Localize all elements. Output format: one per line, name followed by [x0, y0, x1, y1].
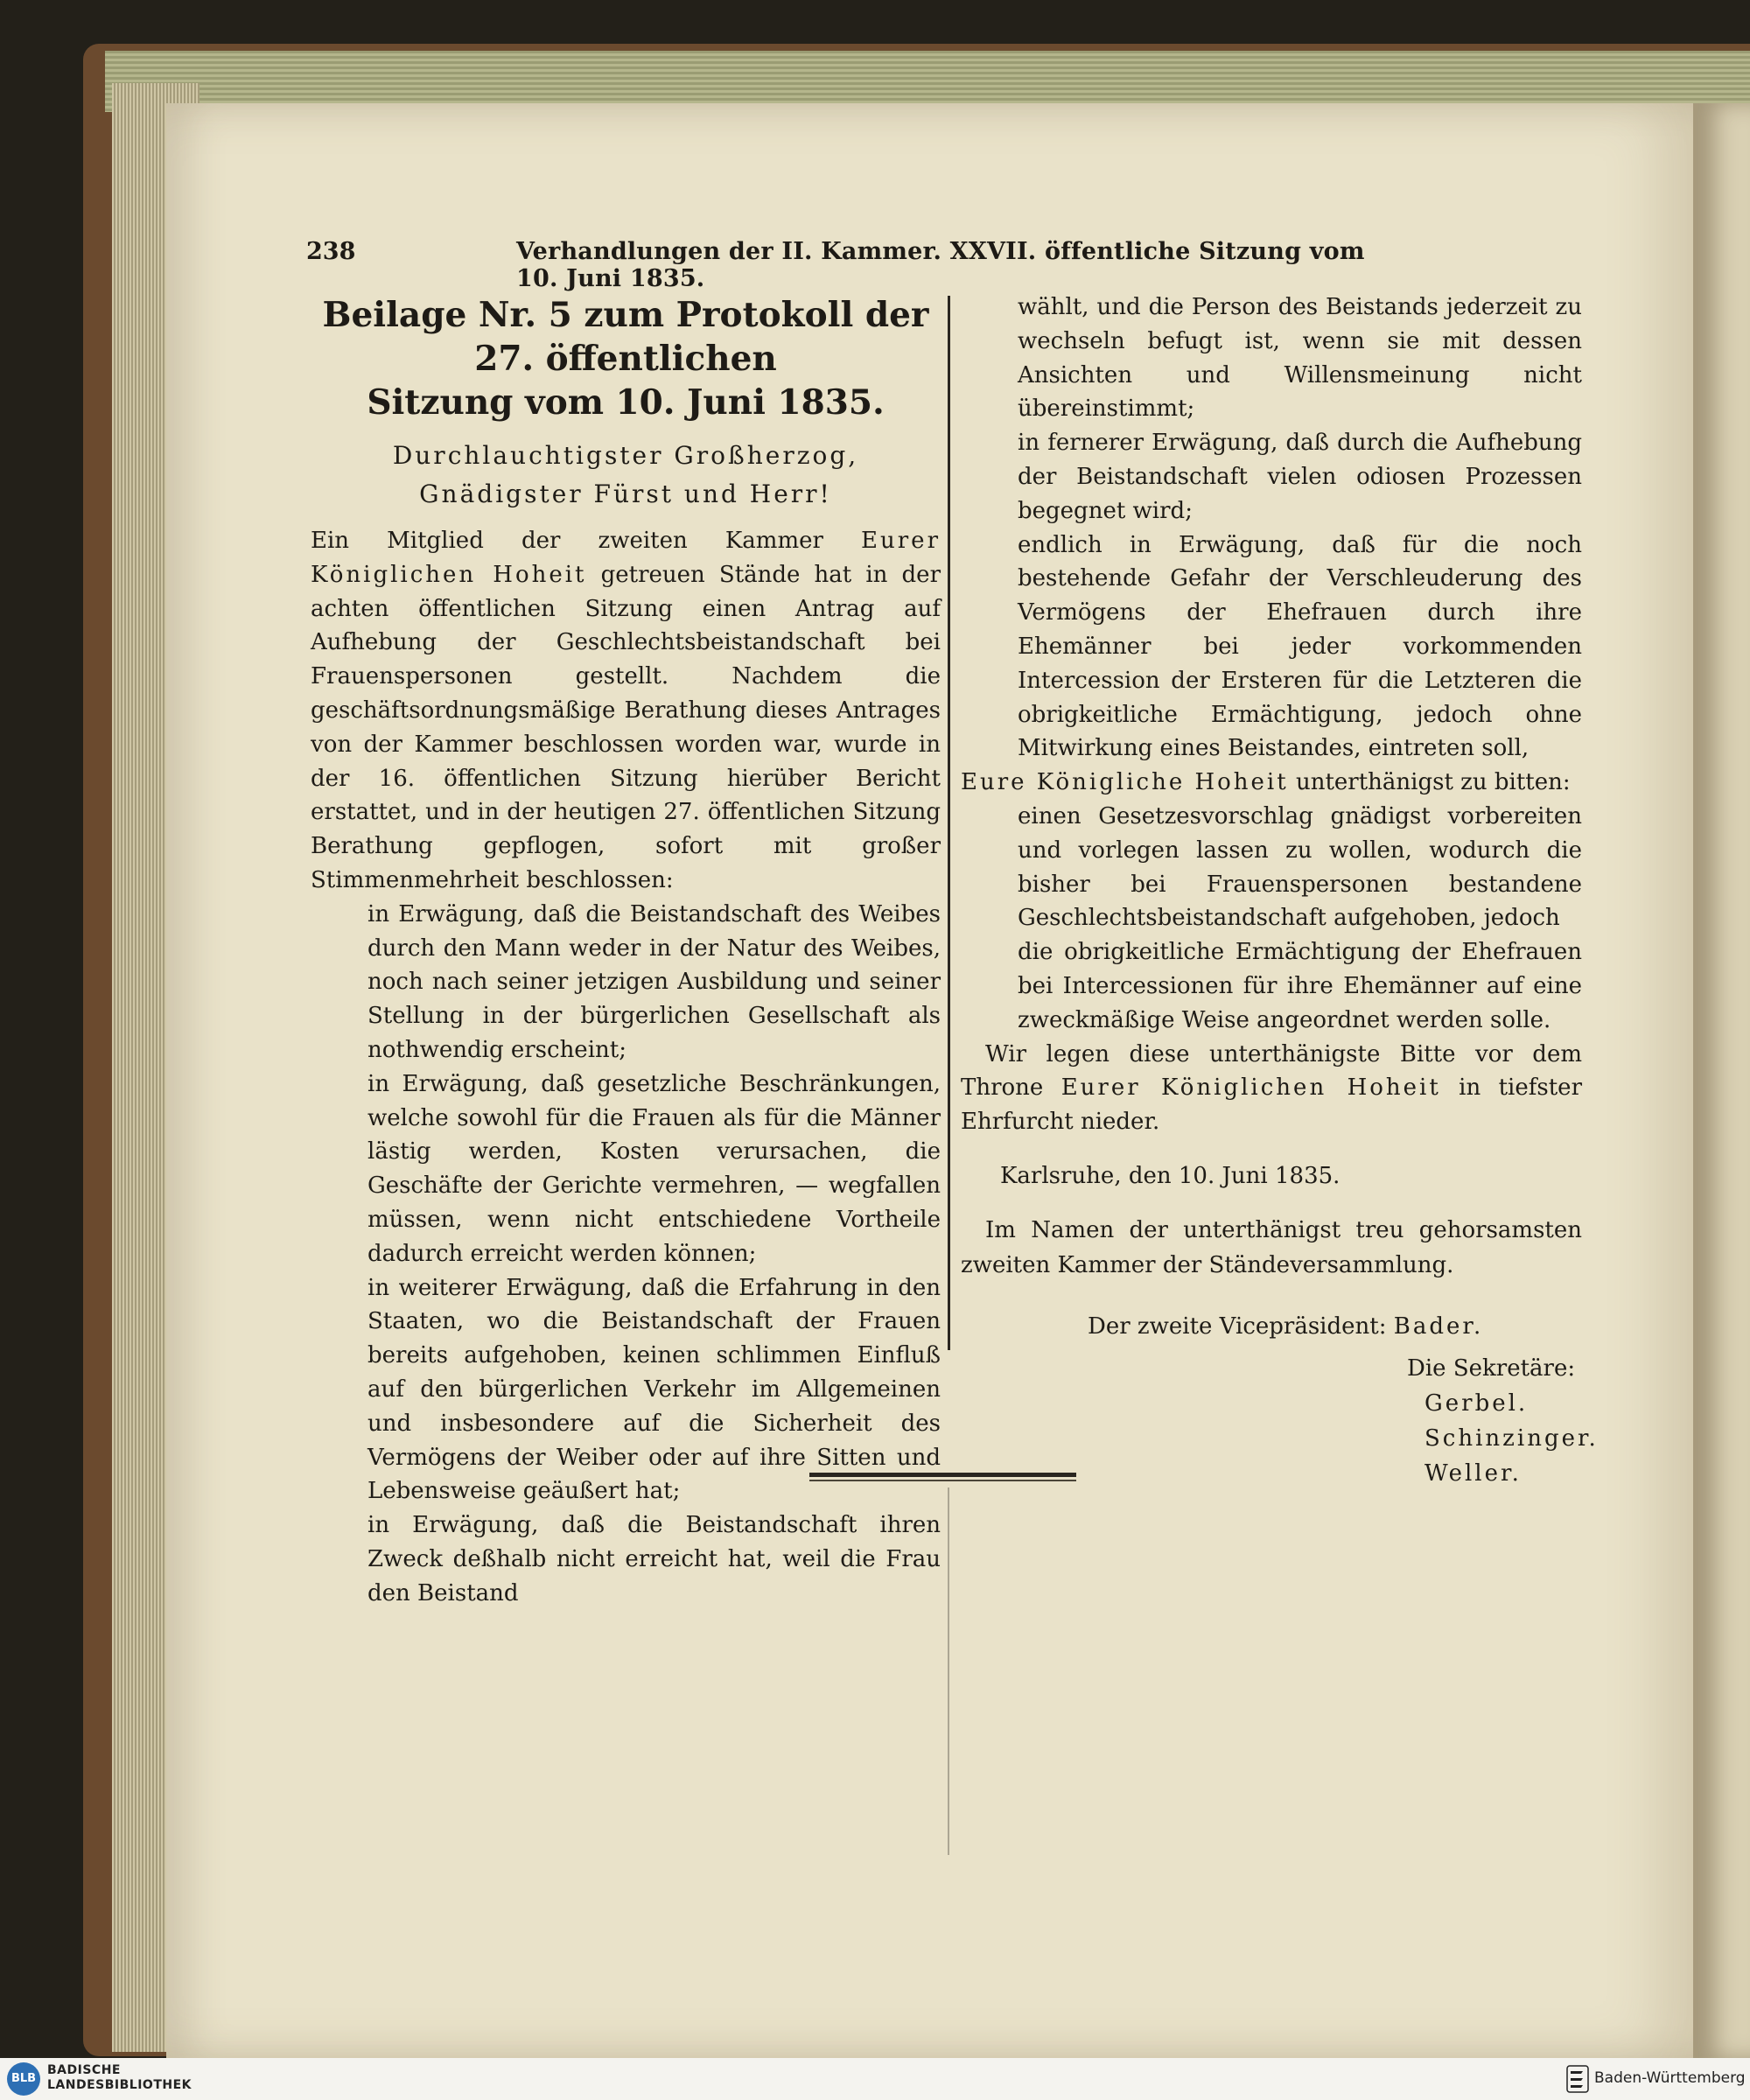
clause-continuation: wählt, und die Person des Beistands jederzeit zu wechseln befugt ist, wenn sie mit dessen Ansichten und Willensmeinung nicht übereinstimmt;	[1018, 294, 1582, 423]
plea-text: Wir legen diese unterthänigste Bitte vor dem Throne	[961, 1040, 1582, 1102]
section-rule	[809, 1473, 1076, 1477]
page-number: 238	[306, 238, 356, 265]
plea-paragraph	[961, 1038, 1582, 1139]
request-item: die obrigkeitliche Ermächtigung der Ehefrauen bei Intercessionen für ihre Ehemänner auf eine zweckmäßige Weise angeordnet werden solle.	[1018, 939, 1582, 1033]
secretaries-block	[961, 1351, 1599, 1491]
running-head	[306, 238, 1391, 292]
clause-paragraph: in Erwägung, daß gesetzliche Beschränkungen, welche sowohl für die Frauen als für die Männer lästig werden, Kosten verursachen, die Geschäfte der Gerichte vermehren, — wegfallen müssen, wenn nicht entschiedene Vortheile dadurch erreicht werden können;	[368, 1070, 941, 1267]
blb-logo[interactable]: BLB	[7, 2062, 40, 2096]
clause-paragraph: endlich in Erwägung, daß für die noch bestehende Gefahr der Verschleuderung des Vermögens der Ehefrauen durch ihre Ehemänner bei jeder vorkommenden Intercession der Ersteren für die Letzteren die obrigkeitliche Ermächtigung, jedoch ohne Mitwirkung eines Beistandes, eintreten soll,	[1018, 531, 1582, 762]
secretary-name: Schinzinger.	[1424, 1424, 1599, 1452]
secretaries-label: Die Sekretäre:	[1407, 1354, 1576, 1382]
clause-paragraph: in fernerer Erwägung, daß durch die Aufhebung der Beistandschaft vielen odiosen Prozessen begegnet wird;	[1018, 430, 1582, 524]
footer-bar	[0, 2058, 1750, 2100]
secretary-name: Gerbel.	[1424, 1390, 1529, 1417]
request-intro	[961, 766, 1582, 800]
vice-president-signature	[961, 1309, 1582, 1344]
vice-name: Bader.	[1393, 1312, 1484, 1340]
library-name	[47, 2063, 192, 2093]
state-name: Baden-Württemberg	[1594, 2069, 1746, 2087]
title-line: Sitzung vom 10. Juni 1835.	[367, 382, 885, 423]
clause-paragraph: in weiterer Erwägung, daß die Erfahrung in den Staaten, wo die Beistandschaft der Frauen bereits aufgehoben, keinen schlimmen Einfluß auf den bürgerlichen Verkehr im Allgemeinen und insbesondere auf die Sicherheit des Vermögens der Weiber oder auf ihre Sitten und Lebensweise geäußert hat;	[368, 1274, 941, 1505]
left-column	[311, 293, 941, 1611]
document-title	[311, 293, 941, 424]
clause-paragraph: in Erwägung, daß die Beistandschaft des Weibes durch den Mann weder in der Natur des Weibes, noch nach seiner jetzigen Ausbildung und seiner Stellung in der bürgerlichen Gesellschaft als nothwendig erscheint;	[368, 900, 941, 1063]
place-date: Karlsruhe, den 10. Juni 1835.	[1000, 1162, 1340, 1189]
column-divider-lower	[948, 1488, 949, 1855]
request-text: unterthänigst zu bitten:	[1288, 769, 1571, 796]
intro-honorific: Eurer Königlichen Hoheit	[311, 528, 941, 588]
facing-page-edge	[1693, 103, 1750, 2059]
column-divider	[948, 296, 950, 1350]
request-item: einen Gesetzesvorschlag gnädigst vorbereiten und vorlegen lassen zu wollen, wodurch die bisher bei Frauenspersonen bestandene Geschlechtsbeistandschaft aufgehoben, jedoch	[1018, 802, 1582, 932]
closing-formula: Im Namen der unterthänigst treu gehorsamsten zweiten Kammer der Ständeversammlung.	[961, 1216, 1582, 1278]
intro-paragraph	[311, 524, 941, 898]
request-honorific: Eure Königliche Hoheit	[961, 769, 1289, 796]
title-line: Beilage Nr. 5 zum Protokoll der 27. öffentlichen	[322, 295, 929, 379]
plea-honorific: Eurer Königlichen Hoheit	[1060, 1074, 1441, 1102]
salutation	[311, 437, 941, 514]
running-head-text: Verhandlungen der II. Kammer. XXVII. öffentliche Sitzung vom 10. Juni 1835.	[516, 238, 1365, 292]
right-column	[961, 290, 1599, 1491]
three-lions-icon[interactable]	[1566, 2065, 1589, 2093]
library-name-line: LANDESBIBLIOTHEK	[47, 2078, 192, 2092]
vice-label: Der zweite Vicepräsident:	[1088, 1312, 1387, 1340]
secretary-name: Weller.	[1424, 1460, 1522, 1487]
clause-paragraph: in Erwägung, daß die Beistandschaft ihren Zweck deßhalb nicht erreicht hat, weil die Frau den Beistand	[368, 1512, 941, 1606]
salutation-line: Durchlauchtigster Großherzog,	[392, 441, 859, 470]
plea-text: in tiefster Ehrfurcht nieder.	[961, 1074, 1582, 1136]
intro-text: getreuen Stände hat in der achten öffentlichen Sitzung einen Antrag auf Aufhebung der Geschlechtsbeistandschaft bei Frauenspersonen gestellt. Nachdem die geschäftsordnungsmäßige Berathung dieses Antrages von der Kammer beschlossen worden war, wurde in der 16. öffentlichen Sitzung hierüber Bericht erstattet, und in der heutigen 27. öffentlichen Sitzung Berathung gepflogen, sofort mit großer Stimmenmehrheit beschlossen:	[311, 561, 942, 893]
intro-text: Ein Mitglied der zweiten Kammer	[311, 528, 862, 554]
library-name-line: BADISCHE	[47, 2063, 121, 2077]
section-rule-thin	[809, 1480, 1076, 1481]
salutation-line: Gnädigster Fürst und Herr!	[419, 480, 832, 508]
